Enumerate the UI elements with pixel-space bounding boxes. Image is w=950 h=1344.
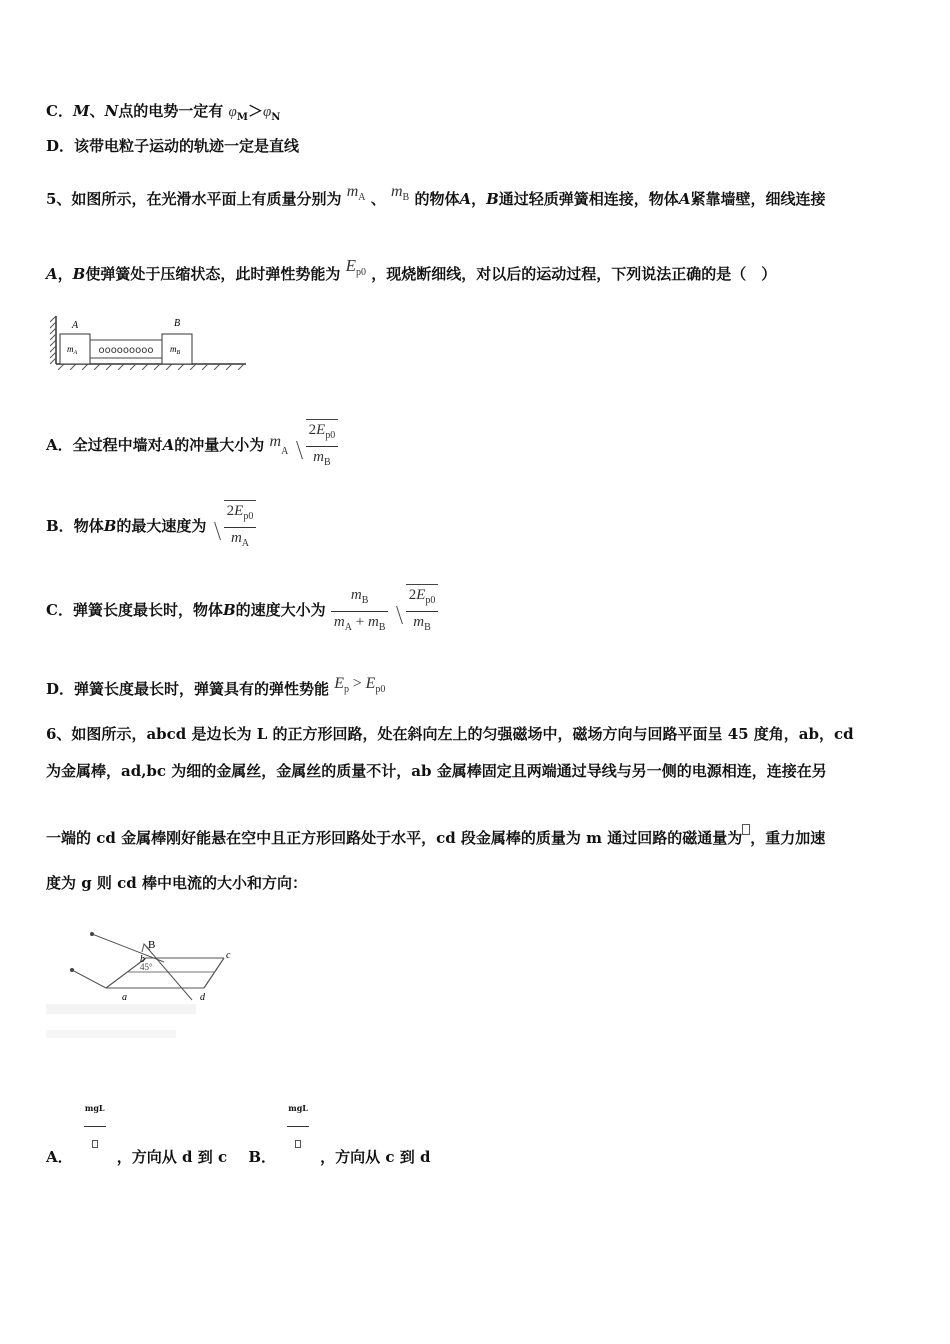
label-mb: $m_B$ <box>170 344 181 356</box>
q6-line3: 一端的 cd 金属棒刚好能悬在空中且正方形回路处于水平，cd 段金属棒的质量为 m 通过回路的磁通量为 ，重力加速 <box>46 824 825 848</box>
sqrt-a: $\frac{2E_{p0}}{m_B}$ <box>294 419 339 473</box>
wire-lower <box>72 970 106 988</box>
magnetic-loop-figure <box>44 904 244 1044</box>
label-b: B <box>174 318 181 329</box>
wall-hatch <box>50 316 56 364</box>
sqrt-b: $\frac{2E_{p0}}{m_A}$ <box>212 500 257 554</box>
q5-option-c: C．弹簧长度最长时，物体B的速度大小为 $\frac{m_B}{m_A + m_B}$ $\frac{2E_{p0}}{m_B}$ <box>46 582 438 638</box>
sqrt-c: $\frac{2E_{p0}}{m_B}$ <box>394 584 439 638</box>
option-c-prev: C．M、N点的电势一定有 $\varphi_M>\varphi_N$ <box>46 102 281 123</box>
label-field-b: B <box>148 939 156 951</box>
terminal-upper <box>90 932 94 936</box>
label-a: a <box>122 992 127 1003</box>
rod-cd <box>204 958 224 988</box>
q5-option-b: B．物体B的最大速度为 $\frac{2E_{p0}}{m_A}$ <box>46 498 256 554</box>
spring: ooooooooo <box>98 345 154 356</box>
terminal-lower <box>70 968 74 972</box>
label-a: A <box>72 320 79 331</box>
option-b-fraction: mgL <box>287 1090 309 1163</box>
q6-line2: 为金属棒，ad,bc 为细的金属丝，金属丝的质量不计，ab 金属棒固定且两端通过导线与另一侧的电源相连，连接在另 <box>46 762 827 780</box>
floor-hatch <box>58 364 244 370</box>
option-a-fraction: mgL <box>84 1090 106 1163</box>
q5-line1: 5、如图所示，在光滑水平面上有质量分别为 $m^A$ 、 $m^B$ 的物体A，B通过轻质弹簧相连接，物体A紧靠墙壁，细线连接 <box>46 183 826 208</box>
mass-ratio: $\frac{m_B}{m_A + m_B}$ <box>331 585 389 638</box>
label-d: d <box>200 992 205 1003</box>
block-a <box>60 334 90 364</box>
q6-line1: 6、如图所示，abcd 是边长为 L 的正方形回路，处在斜向左上的匀强磁场中，磁场方向与回路平面呈 45 度角，ab，cd <box>46 725 854 743</box>
q5-option-d: D．弹簧长度最长时，弹簧具有的弹性势能 $E_p > E_{p0}$ <box>46 675 386 698</box>
q5-line2: A，B使弹簧处于压缩状态，此时弹性势能为 $E^{p0}$ ，现烧断细线，对以后的运动过程，下列说法正确的是（ ） <box>46 256 777 283</box>
block-b <box>162 334 192 364</box>
label-ma: $m_A$ <box>67 344 78 356</box>
q6-line4: 度为 g 则 cd 棒中电流的大小和方向： <box>46 874 308 892</box>
faded-smudge-2 <box>46 1030 176 1038</box>
faded-smudge-1 <box>46 1004 196 1014</box>
spring-block-figure <box>50 314 250 370</box>
label-angle: 45° <box>140 962 153 972</box>
label-b: b <box>140 954 145 965</box>
label-c: c <box>226 950 231 961</box>
option-d-prev: D．该带电粒子运动的轨迹一定是直线 <box>46 137 300 155</box>
q5-option-a: A．全过程中墙对A的冲量大小为 $m_A$ $\frac{2E_{p0}}{m_B}$ <box>46 414 338 480</box>
q6-options: A． mgL ，方向从 d 到 c B． mgL ，方向从 c 到 d <box>46 1090 430 1175</box>
